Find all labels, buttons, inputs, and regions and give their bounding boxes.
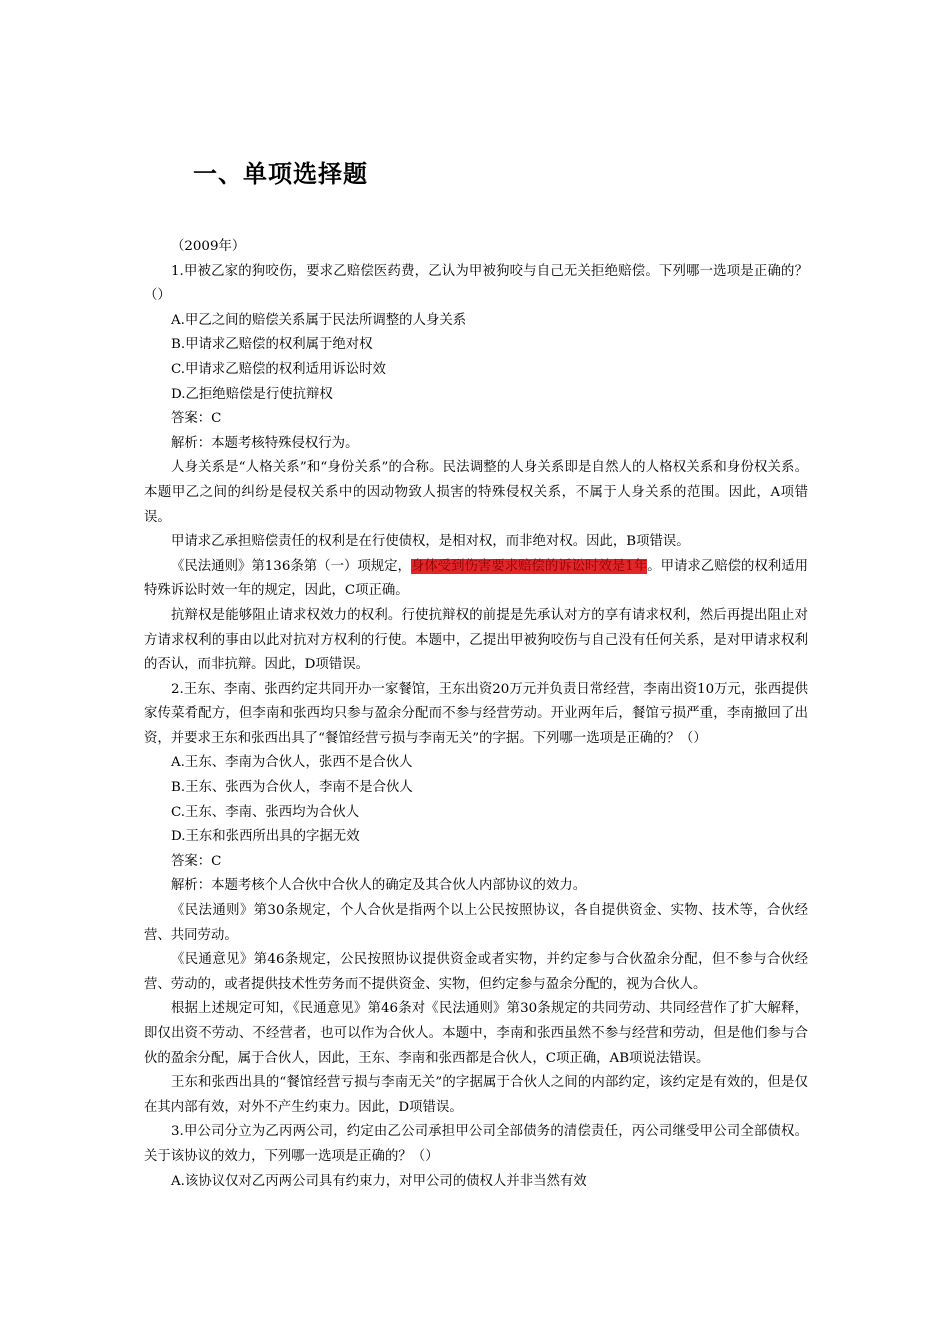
- analysis-c-before: 《民法通则》第136条第（一）项规定，: [171, 558, 411, 574]
- q3-option-a: A.该协议仅对乙丙两公司具有约束力，对甲公司的债权人并非当然有效: [171, 1173, 587, 1189]
- q1-option-b: B.甲请求乙赔偿的权利属于绝对权: [171, 337, 373, 353]
- highlighted-text: 身体受到伤害要求赔偿的诉讼时效是1年: [410, 558, 648, 574]
- q2-option-b: B.王东、张西为合伙人，李南不是合伙人: [171, 780, 413, 796]
- analysis-c-after: 。甲请求乙赔偿的权利适用特殊诉讼时效一年的规定，因此，C项正确。: [144, 558, 808, 599]
- document-body: [144, 235, 808, 1194]
- q1-answer: 答案：C: [171, 411, 222, 427]
- question-3: 3.甲公司分立为乙丙两公司，约定由乙公司承担甲公司全部债务的清偿责任，丙公司继受甲公司全部债权。关于该协议的效力，下列哪一选项是正确的？（）: [144, 1124, 808, 1164]
- q2-analysis-4: 王东和张西出具的“餐馆经营亏损与李南无关”的字据属于合伙人之间的内部约定，该约定是有效的，但是仅在其内部有效，对外不产生约束力。因此，D项错误。: [144, 1075, 808, 1115]
- q1-option-c: C.甲请求乙赔偿的权利适用诉讼时效: [171, 361, 386, 377]
- q2-analysis-3: 根据上述规定可知，《民通意见》第46条对《民法通则》第30条规定的共同劳动、共同经营作了扩大解释，即仅出资不劳动、不经营者，也可以作为合伙人。本题中，李南和张西虽然不参与经营和劳动，但是他们参与合伙的盈余分配，属于合伙人，因此，王东、李南和张西都是合伙人，C项正确，AB项说法错误。: [144, 1001, 808, 1066]
- question-1: 1.甲被乙家的狗咬伤，要求乙赔偿医药费，乙认为甲被狗咬与自己无关拒绝赔偿。下列哪一选项是正确的？（）: [144, 263, 808, 304]
- q2-option-c: C.王东、李南、张西均为合伙人: [171, 804, 360, 820]
- q1-option-a: A.甲乙之间的赔偿关系属于民法所调整的人身关系: [171, 312, 467, 328]
- q2-answer: 答案：C: [171, 853, 222, 869]
- q1-option-d: D.乙拒绝赔偿是行使抗辩权: [171, 386, 333, 402]
- q2-analysis-2: 《民通意见》第46条规定，公民按照协议提供资金或者实物，并约定参与合伙盈余分配，但不参与合伙经营、劳动的，或者提供技术性劳务而不提供资金、实物，但约定参与盈余分配的，视为合伙人。: [144, 952, 808, 992]
- question-2: 2.王东、李南、张西约定共同开办一家餐馆，王东出资20万元并负责日常经营，李南出资10万元，张西提供家传菜肴配方，但李南和张西均只参与盈余分配而不参与经营劳动。开业两年后，餐馆亏损严重，李南撤回了出资，并要求王东和张西出具了“餐馆经营亏损与李南无关”的字据。下列哪一选项是正确的？（）: [144, 681, 808, 746]
- section-title: 一、单项选择题: [193, 160, 368, 188]
- year-note: （2009年）: [171, 239, 246, 254]
- q1-analysis-c: [144, 555, 808, 604]
- q2-option-a: A.王东、李南为合伙人，张西不是合伙人: [171, 755, 413, 771]
- q1-analysis-a: 人身关系是“人格关系”和“身份关系”的合称。民法调整的人身关系即是自然人的人格权关系和身份权关系。本题甲乙之间的纠纷是侵权关系中的因动物致人损害的特殊侵权关系，不属于人身关系的范围。因此，A项错误。: [144, 460, 808, 525]
- q2-analysis-1: 《民法通则》第30条规定，个人合伙是指两个以上公民按照协议，各自提供资金、实物、技术等，合伙经营、共同劳动。: [144, 903, 808, 943]
- q1-analysis: 解析：本题考核特殊侵权行为。: [171, 435, 359, 451]
- q1-analysis-b: 甲请求乙承担赔偿责任的权利是在行使债权，是相对权，而非绝对权。因此，B项错误。: [171, 534, 690, 550]
- q2-analysis: 解析：本题考核个人合伙中合伙人的确定及其合伙人内部协议的效力。: [171, 878, 587, 894]
- q2-option-d: D.王东和张西所出具的字据无效: [171, 829, 360, 845]
- q1-analysis-d: 抗辩权是能够阻止请求权效力的权利。行使抗辩权的前提是先承认对方的享有请求权利，然后再提出阻止对方请求权利的事由以此对抗对方权利的行使。本题中，乙提出甲被狗咬伤与自己没有任何关系，是对甲请求权利的否认，而非抗辩。因此，D项错误。: [144, 607, 808, 673]
